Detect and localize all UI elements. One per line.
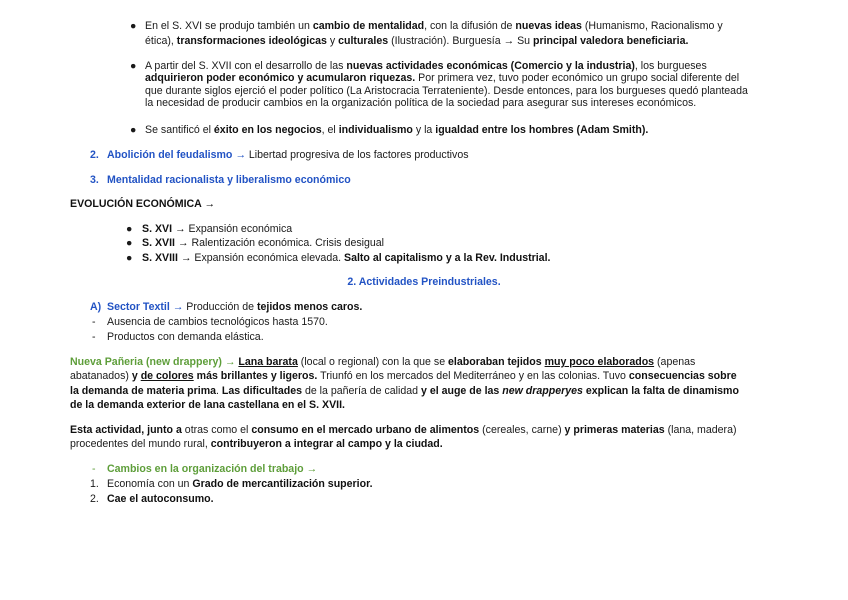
text: Producción de <box>183 301 257 313</box>
cambios-item-2 <box>107 493 214 506</box>
text: procedentes del mundo rural, <box>70 438 211 450</box>
text: abatanados) <box>70 370 132 382</box>
text: → Ralentización económica. Crisis desigual <box>174 237 385 249</box>
item-3-number: 3. <box>90 174 99 186</box>
text: , con la difusión de <box>424 20 516 32</box>
sector-a-title: Sector Textil → <box>107 301 184 313</box>
paragraph-santifico <box>145 124 648 137</box>
bullet-icon: ● <box>130 124 137 136</box>
text: Grado de mercantilización superior. <box>192 478 373 490</box>
text: tejidos menos caros. <box>256 301 363 313</box>
text: consumo en el mercado urbano de alimentos <box>251 424 480 436</box>
text: (Humanismo, Racionalismo y <box>581 20 723 32</box>
text: (Ilustración). Burguesía → Su <box>388 35 533 47</box>
text: culturales <box>338 35 389 47</box>
bullet-icon: ● <box>126 237 133 249</box>
text: consecuencias sobre <box>628 370 737 382</box>
text: Por primera vez, tuvo poder económico un grupo social diferente del <box>415 72 740 84</box>
paragraph-siglo-xvii-line4: la necesidad de producir cambios en la organización política de la sociedad para asegurar sus intereses económicos. <box>145 97 697 109</box>
dash-item: Productos con demanda elástica. <box>107 331 264 343</box>
text: . <box>216 385 222 397</box>
paragraph-siglo-xvii-line3: que durante siglos ejerció el poder político (La Aristocracia Terrateniente). Desde entonces, para los burgueses quedó planteada <box>145 85 748 97</box>
text: éxito en los negocios <box>213 124 322 136</box>
text: y <box>326 35 339 47</box>
dash-item: Ausencia de cambios tecnológicos hasta 1570. <box>107 316 328 328</box>
cambios-title: Cambios en la organización del trabajo → <box>107 463 318 475</box>
text: En el S. XVI se produjo también un <box>145 20 313 32</box>
list-number: 2. <box>90 493 99 505</box>
text: y el auge de las <box>420 385 503 397</box>
section-title: 2. Actividades Preindustriales. <box>347 276 501 288</box>
item-2-title: Abolición del feudalismo → <box>107 149 246 161</box>
text: (apenas <box>654 356 696 368</box>
text: de colores <box>140 370 194 382</box>
text: Esta actividad, junto a <box>70 424 182 436</box>
sector-a <box>107 301 362 314</box>
text: nuevas ideas <box>515 20 582 32</box>
item-2-text: Libertad progresiva de los factores productivos <box>245 149 469 161</box>
text: new drapperyes <box>502 385 583 397</box>
siglo-xvii <box>142 237 384 250</box>
bullet-icon: ● <box>130 60 137 72</box>
cambios-item-1 <box>107 478 373 491</box>
list-number: 1. <box>90 478 99 490</box>
paragraph-actividad-line2 <box>70 438 443 451</box>
paragraph-panyeria-line3 <box>70 385 769 398</box>
text: Las dificultades <box>221 385 302 397</box>
text: Se santificó el <box>145 124 214 136</box>
text: → Expansión económica elevada. <box>177 252 344 264</box>
text: más brillantes y ligeros. <box>193 370 318 382</box>
text: Triunfó en los mercados del Mediterráneo y en las colonias. Tuvo <box>317 370 629 382</box>
text: Nueva Pañeria (new drappery) → <box>70 356 239 368</box>
dash-marker: - <box>92 316 96 328</box>
text: de la demanda exterior de lana castellana en el S. XVII. <box>70 399 345 411</box>
text: Economía con un <box>107 478 193 490</box>
text: S. XVI <box>142 223 173 235</box>
text: elaboraban tejidos <box>448 356 545 368</box>
text: , el <box>321 124 339 136</box>
text: contribuyeron a integrar al campo y la ciudad. <box>210 438 443 450</box>
siglo-xvi <box>142 223 292 236</box>
bullet-icon: ● <box>126 223 133 235</box>
text: igualdad entre los hombres (Adam Smith). <box>435 124 649 136</box>
text: de la pañería de calidad <box>302 385 421 397</box>
paragraph-panyeria-line1 <box>70 356 769 369</box>
text: muy poco elaborados <box>544 356 655 368</box>
text: Lana barata <box>238 356 298 368</box>
text: nuevas actividades económicas (Comercio y la industria) <box>346 60 635 72</box>
sector-a-marker: A) <box>90 301 102 313</box>
text: transformaciones ideológicas <box>176 35 327 47</box>
text: la demanda de materia prima <box>70 385 217 397</box>
paragraph-panyeria-line4 <box>70 399 345 412</box>
text: S. XVII <box>142 237 175 249</box>
text: individualismo <box>338 124 413 136</box>
text: Cae el autoconsumo. <box>107 493 214 505</box>
text: cambio de mentalidad <box>312 20 425 32</box>
paragraph-siglo-xvii <box>145 60 775 73</box>
text: (lana, madera) <box>664 424 737 436</box>
text: ética), <box>145 35 177 47</box>
paragraph-mentalidad <box>145 20 775 33</box>
bullet-icon: ● <box>130 20 137 32</box>
text: S. XVIII <box>142 252 178 264</box>
text: A partir del S. XVII con el desarrollo de las <box>145 60 347 72</box>
paragraph-actividad-line1 <box>70 424 769 437</box>
text: , los burgueses <box>634 60 707 72</box>
paragraph-panyeria-line2 <box>70 370 769 383</box>
paragraph-mentalidad-line2 <box>145 35 688 48</box>
text: (local o regional) con la que se <box>297 356 449 368</box>
item-3-title: Mentalidad racionalista y liberalismo económico <box>107 174 351 186</box>
text: otras como el <box>181 424 252 436</box>
text: y <box>131 370 141 382</box>
bullet-icon: ● <box>126 252 133 264</box>
text: Salto al capitalismo y a la Rev. Industrial. <box>344 252 551 264</box>
evolucion-heading: EVOLUCIÓN ECONÓMICA → <box>70 198 215 210</box>
text: y primeras materias <box>564 424 665 436</box>
paragraph-siglo-xvii-line2 <box>145 72 775 85</box>
item-2 <box>107 149 469 162</box>
text: adquirieron poder económico y acumularon riquezas. <box>145 72 416 84</box>
text: y la <box>412 124 436 136</box>
cambios-marker: - <box>92 463 96 475</box>
text: → Expansión económica <box>172 223 293 235</box>
siglo-xviii <box>142 252 550 265</box>
text: principal valedora beneficiaria. <box>533 35 689 47</box>
item-2-number: 2. <box>90 149 99 161</box>
text: explican la falta de dinamismo <box>582 385 739 397</box>
text: (cereales, carne) <box>479 424 565 436</box>
dash-marker: - <box>92 331 96 343</box>
